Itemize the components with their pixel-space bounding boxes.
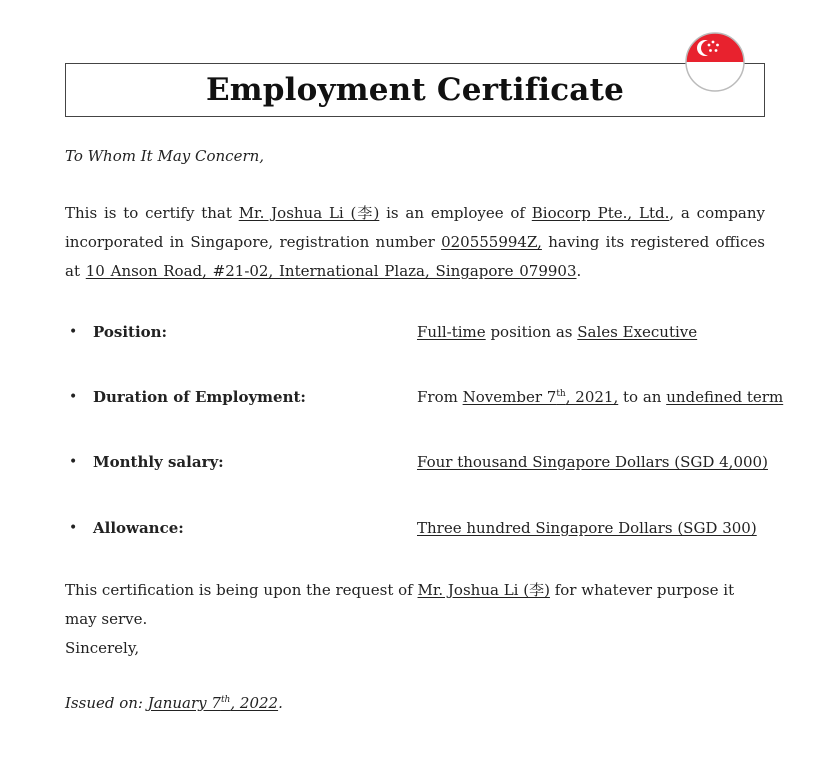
issued-end: . — [278, 694, 283, 712]
office-address: 10 Anson Road, #21-02, International Plaza, Singapore 079903 — [85, 262, 577, 280]
issued-label: Issued on: — [65, 694, 148, 712]
position-title: Sales Executive — [577, 323, 698, 341]
bullet: • — [69, 389, 78, 405]
registration-number: 020555994Z, — [441, 233, 542, 251]
intro-text-4: having its registered offices at — [65, 233, 765, 280]
position-type: Full-time — [417, 323, 486, 341]
salary-label: Monthly salary: — [93, 453, 224, 471]
closing-text-1: This certification is being upon the request of — [65, 581, 418, 599]
issued-on — [65, 689, 765, 718]
bullet: • — [69, 520, 78, 536]
sincerely: Sincerely, — [65, 639, 140, 657]
detail-allowance — [65, 514, 775, 543]
intro-text-2: is an employee of — [379, 204, 532, 222]
duration-label: Duration of Employment: — [93, 388, 306, 406]
bullet: • — [69, 454, 78, 470]
allowance-label: Allowance: — [93, 519, 184, 537]
detail-duration — [65, 383, 784, 412]
closing-name: Mr. Joshua Li (李) — [417, 581, 550, 599]
duration-mid: to an — [618, 388, 667, 406]
position-value — [417, 318, 697, 347]
intro-text-3: , a company incorporated in Singapore, registration number — [65, 204, 765, 251]
duration-term: undefined term — [666, 388, 784, 406]
singapore-flag-icon — [684, 31, 746, 93]
closing-text-2: for whatever purpose it may serve. — [65, 581, 735, 628]
start-date: November 7th, 2021, — [462, 388, 619, 406]
allowance-value: Three hundred Singapore Dollars (SGD 300) — [417, 519, 757, 537]
intro-text-5: . — [576, 262, 582, 280]
detail-position — [65, 318, 775, 347]
document-title: Employment Certificate — [205, 72, 625, 108]
greeting: To Whom It May Concern, — [65, 147, 265, 165]
intro-paragraph — [65, 199, 765, 286]
employee-name: Mr. Joshua Li (李) — [238, 204, 380, 222]
duration-value — [417, 383, 783, 412]
company-name: Biocorp Pte., Ltd. — [531, 204, 670, 222]
salary-value: Four thousand Singapore Dollars (SGD 4,000) — [417, 453, 768, 471]
position-label: Position: — [93, 323, 168, 341]
title-box — [65, 63, 765, 117]
intro-text-1: This is to certify that — [65, 204, 239, 222]
bullet: • — [69, 324, 78, 340]
closing-paragraph — [65, 576, 765, 634]
duration-from: From — [417, 388, 463, 406]
detail-salary — [65, 448, 775, 477]
issued-date: January 7th, 2022 — [147, 694, 279, 712]
position-mid: position as — [485, 323, 578, 341]
